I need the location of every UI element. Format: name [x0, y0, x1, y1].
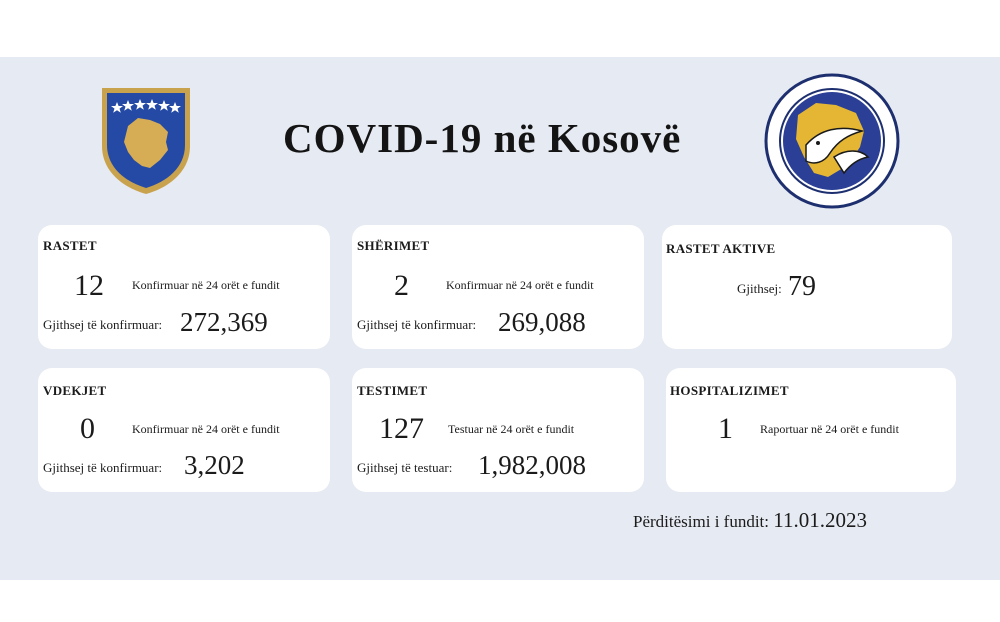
last-updated-label: Përditësimi i fundit: [633, 512, 769, 531]
total-label: Gjithsej: [737, 281, 782, 296]
card-cases [38, 225, 330, 349]
total-value: 79 [788, 271, 816, 302]
last-updated-date: 11.01.2023 [773, 508, 867, 532]
total-value: 3,202 [184, 450, 245, 480]
card-deaths [38, 368, 330, 492]
daily-text: Konfirmuar në 24 orët e fundit [132, 422, 280, 436]
card-label: VDEKJET [43, 383, 107, 398]
daily-value: 1 [718, 412, 733, 445]
total-label: Gjithsej të konfirmuar: [43, 317, 163, 332]
daily-text: Konfirmuar në 24 orët e fundit [132, 278, 280, 292]
last-updated [633, 508, 867, 533]
niph-seal-icon [764, 73, 900, 209]
total-value: 1,982,008 [478, 450, 586, 480]
page-title: COVID-19 në Kosovë [283, 115, 682, 161]
card-hospitalizations [666, 368, 956, 492]
daily-value: 2 [394, 269, 409, 302]
card-label: RASTET [43, 238, 97, 253]
total-label: Gjithsej të testuar: [357, 460, 453, 475]
total-label: Gjithsej të konfirmuar: [43, 460, 163, 475]
daily-value: 12 [74, 269, 104, 302]
total-value: 269,088 [498, 307, 586, 337]
card-active-cases [662, 225, 952, 349]
card-tests [352, 368, 644, 492]
kosovo-emblem-icon [98, 84, 194, 196]
card-label: TESTIMET [357, 383, 428, 398]
daily-value: 127 [379, 412, 424, 445]
daily-text: Testuar në 24 orët e fundit [448, 422, 575, 436]
card-recoveries [352, 225, 644, 349]
card-label: HOSPITALIZIMET [670, 383, 789, 398]
daily-text: Konfirmuar në 24 orët e fundit [446, 278, 594, 292]
daily-value: 0 [80, 412, 95, 445]
daily-text: Raportuar në 24 orët e fundit [760, 422, 899, 436]
total-value: 272,369 [180, 307, 268, 337]
card-label: SHËRIMET [357, 238, 430, 253]
card-label: RASTET AKTIVE [666, 241, 776, 256]
total-label: Gjithsej të konfirmuar: [357, 317, 477, 332]
